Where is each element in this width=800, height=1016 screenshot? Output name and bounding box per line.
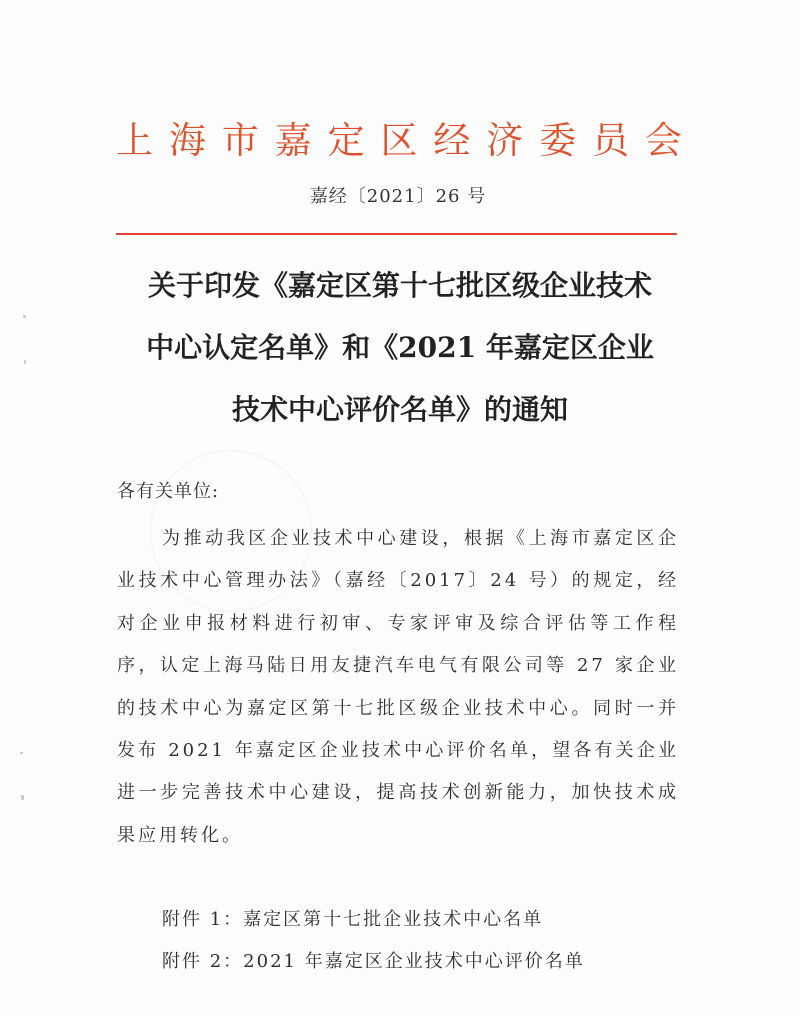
issuer-char: 市 xyxy=(221,119,259,162)
issuer-char: 会 xyxy=(644,119,682,162)
title-line: 技术中心评价名单》的通知 xyxy=(231,393,568,426)
attachments-list xyxy=(162,899,585,983)
attachment-item: 附件 1：嘉定区第十七批企业技术中心名单 xyxy=(162,909,544,930)
issuer-char: 定 xyxy=(327,119,365,162)
scan-speck xyxy=(21,795,24,800)
body-paragraph: 为推动我区企业技术中心建设，根据《上海市嘉定区企业技术中心管理办法》（嘉经〔2017〕24 号）的规定，经对企业申报材料进行初审、专家评审及综合评估等工作程序，认定上海马陆日用友捷汽车电气有限公司等 27 家企业的技术中心为嘉定区第十七批区级企业技术中心。同时一并发布 2021 年嘉定区企业技术中心评价名单，望各有关企业进一步完善技术中心建设，提高技术创新能力，加快技术成果应用转化。 xyxy=(117,528,679,846)
scan-speck xyxy=(23,315,26,318)
scan-speck xyxy=(20,752,23,754)
attachment-item: 附件 2：2021 年嘉定区企业技术中心评价名单 xyxy=(162,951,585,972)
issuer-char: 经 xyxy=(433,119,471,162)
scan-speck xyxy=(24,360,26,364)
salutation: 各有关单位: xyxy=(117,481,220,502)
title-line: 中心认定名单》和《2021 年嘉定区企业 xyxy=(146,331,654,364)
red-divider xyxy=(116,233,677,235)
issuer-char: 海 xyxy=(168,119,206,162)
title-line: 关于印发《嘉定区第十七批区级企业技术 xyxy=(147,269,652,302)
document-title xyxy=(100,266,700,452)
document-number: 嘉经〔2021〕26 号 xyxy=(309,186,487,207)
issuer-char: 员 xyxy=(592,119,630,162)
issuer-char: 委 xyxy=(539,119,577,162)
issuer-char: 区 xyxy=(380,119,418,162)
issuer-char: 上 xyxy=(116,119,153,162)
issuer-char: 济 xyxy=(486,119,524,162)
issuer-char: 嘉 xyxy=(274,119,312,162)
issuer-header xyxy=(116,118,682,164)
